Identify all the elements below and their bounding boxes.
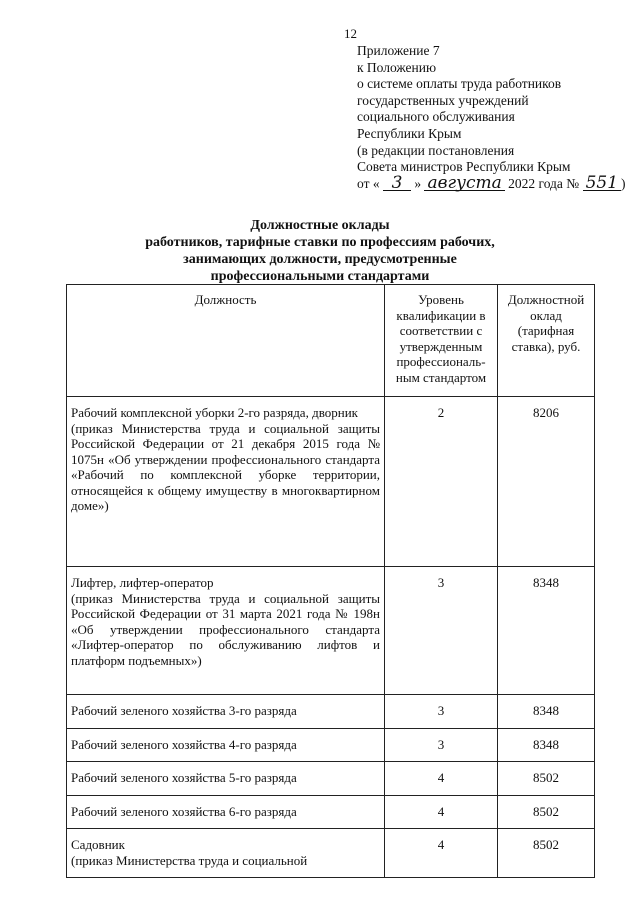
position-cell: Рабочий зеленого хозяйства 6-го разряда: [67, 795, 385, 829]
level-cell: 4: [385, 762, 498, 796]
salary-table: [66, 284, 595, 878]
title-line: занимающих должности, предусмотренные: [183, 252, 457, 267]
position-cell: Рабочий комплексной уборки 2-го разряда, дворник (приказ Министерства труда и социальной защиты Российской Федерации от 21 декабря 2015 года № 1075н «Об утверждении профессионального стандарта «Рабочий по комплексной уборке территории, относящейся к общему имуществу в многоквартирном доме»): [67, 397, 385, 567]
level-cell: 3: [385, 567, 498, 695]
salary-cell: 8502: [498, 795, 595, 829]
date-prefix: от «: [357, 175, 380, 191]
title-line: работников, тарифные ставки по профессиям рабочих,: [145, 235, 495, 250]
appendix-line: о системе оплаты труда работников: [357, 76, 562, 92]
salary-cell: 8348: [498, 567, 595, 695]
header-level: Уровень квалификации в соответствии с утвержденным профессиональ-ным стандартом: [385, 285, 498, 397]
appendix-line: Республики Крым: [357, 125, 462, 141]
date-mid: »: [414, 175, 422, 191]
date-month-handwritten: августа: [424, 176, 504, 191]
date-number-handwritten: 551: [583, 176, 621, 191]
salary-cell: 8206: [498, 397, 595, 567]
date-year: 2022 года №: [508, 175, 580, 191]
table-row: [67, 762, 595, 796]
position-cell: Садовник (приказ Министерства труда и социальной: [67, 829, 385, 878]
level-cell: 4: [385, 829, 498, 878]
position-cell: Рабочий зеленого хозяйства 3-го разряда: [67, 695, 385, 729]
table-row: [67, 397, 595, 567]
level-cell: 3: [385, 695, 498, 729]
document-title: [0, 217, 640, 285]
page-number: 12: [344, 26, 357, 41]
salary-cell: 8348: [498, 695, 595, 729]
table-row: [67, 567, 595, 695]
appendix-line: государственных учреждений: [357, 92, 529, 108]
appendix-line: Совета министров Республики Крым: [357, 159, 571, 175]
header-position: Должность: [67, 285, 385, 397]
date-day-handwritten: 3: [383, 176, 411, 191]
level-cell: 2: [385, 397, 498, 567]
table-row: [67, 829, 595, 878]
salary-cell: 8502: [498, 762, 595, 796]
salary-cell: 8502: [498, 829, 595, 878]
appendix-line: Приложение 7: [357, 43, 440, 58]
header-salary: Должностной оклад (тарифная ставка), руб.: [498, 285, 595, 397]
appendix-date-line: от « 3 » августа 2022 года № 551 ): [357, 172, 626, 193]
salary-cell: 8348: [498, 728, 595, 762]
appendix-header: [357, 43, 632, 192]
appendix-line: социального обслуживания: [357, 109, 515, 125]
table-row: [67, 695, 595, 729]
level-cell: 3: [385, 728, 498, 762]
title-line: Должностные оклады: [250, 218, 390, 233]
position-cell: Лифтер, лифтер-оператор (приказ Министерства труда и социальной защиты Российской Федерации от 31 марта 2021 года № 198н «Об утверждении профессионального стандарта «Лифтер-оператор по обслуживанию лифтов и платформ подъемных»): [67, 567, 385, 695]
appendix-line: (в редакции постановления: [357, 142, 515, 158]
title-line: профессиональными стандартами: [210, 269, 430, 284]
table-header-row: [67, 285, 595, 397]
position-cell: Рабочий зеленого хозяйства 4-го разряда: [67, 728, 385, 762]
appendix-line: к Положению: [357, 59, 437, 75]
level-cell: 4: [385, 795, 498, 829]
table-row: [67, 728, 595, 762]
table-row: [67, 795, 595, 829]
position-cell: Рабочий зеленого хозяйства 5-го разряда: [67, 762, 385, 796]
